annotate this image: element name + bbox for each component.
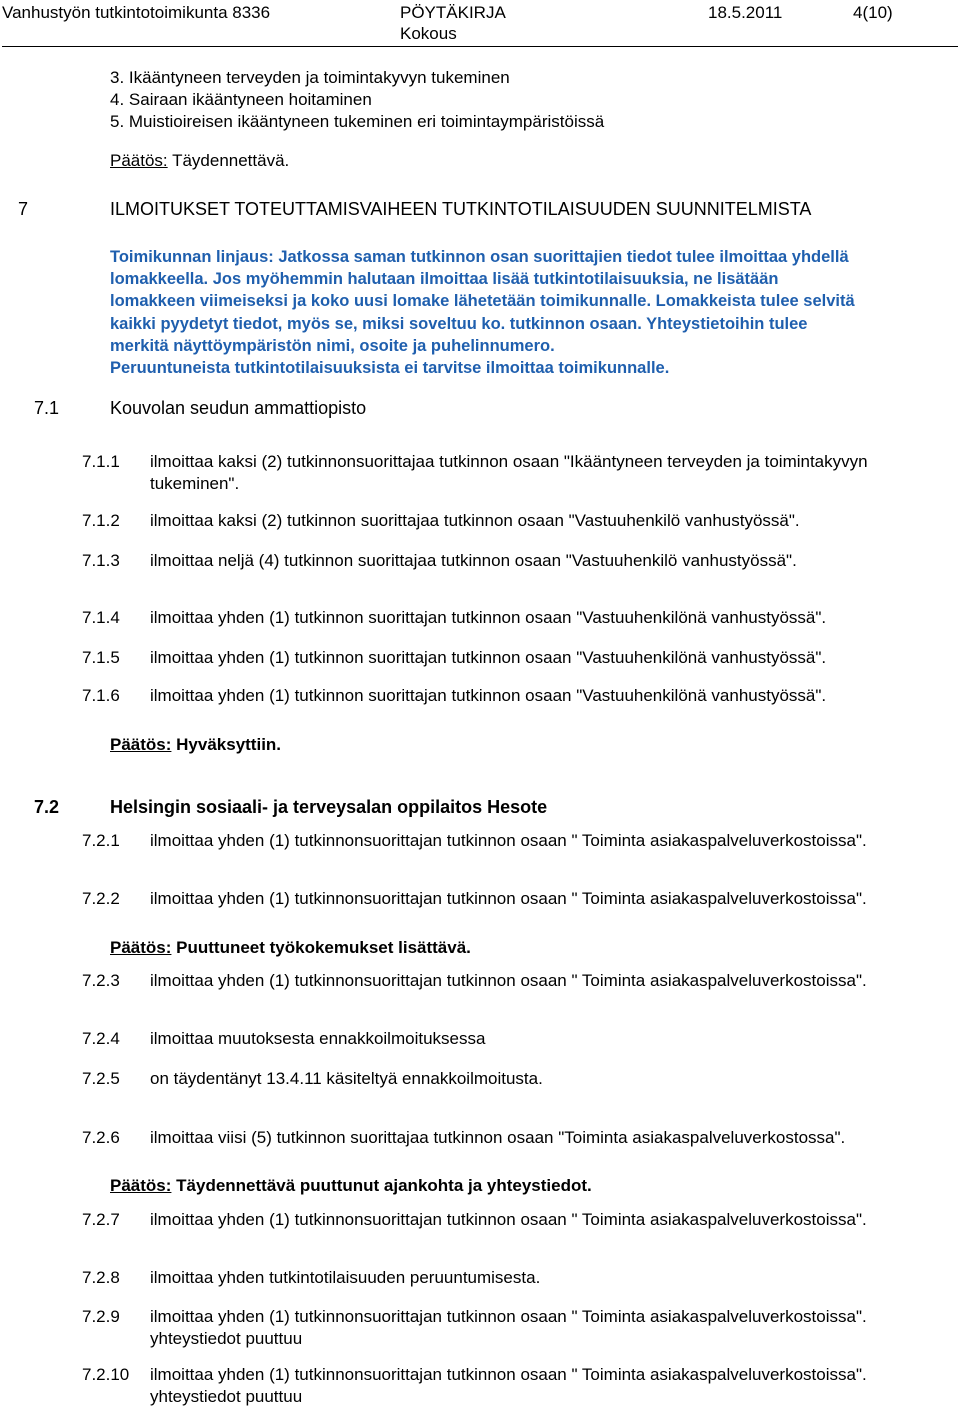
- item-number: 7.2.5: [82, 1069, 120, 1088]
- item-text-line: ilmoittaa yhden tutkintotilaisuuden peruuntumisesta.: [150, 1268, 541, 1287]
- item-text: [150, 685, 950, 707]
- header-page-number: 4(10): [853, 3, 893, 22]
- item-number: 7.2.3: [82, 971, 120, 990]
- item-text: [150, 830, 950, 852]
- subsection-title: Kouvolan seudun ammattiopisto: [110, 398, 367, 418]
- item-text-line: tukeminen".: [150, 474, 240, 493]
- policy-line: kaikki pyydetyt tiedot, myös se, miksi soveltuu ko. tutkinnon osaan. Yhteystietoihin tulee: [110, 314, 808, 333]
- item-text-line: ilmoittaa yhden (1) tutkinnonsuorittajan tutkinnon osaan " Toiminta asiakaspalveluverkostoissa".: [150, 831, 867, 850]
- item-text: [150, 970, 950, 992]
- item-text: [150, 510, 950, 532]
- item-number: 7.2.7: [82, 1210, 120, 1229]
- header-document-subtype: Kokous: [400, 24, 457, 43]
- item-number: 7.1.6: [82, 686, 120, 705]
- policy-line: lomakkeen viimeiseksi ja koko uusi lomake lähetetään toimikunnalle. Lomakkeista tulee selvitä: [110, 292, 855, 311]
- item-number: 7.2.1: [82, 831, 120, 850]
- decision-line: [110, 937, 471, 959]
- decision-text: Täydennettävä.: [167, 151, 290, 170]
- policy-line: Peruuntuneista tutkintotilaisuuksista ei tarvitse ilmoittaa toimikunnalle.: [110, 359, 670, 378]
- item-text-line: on täydentänyt 13.4.11 käsiteltyä ennakkoilmoitusta.: [150, 1069, 543, 1088]
- list-item: 3. Ikääntyneen terveyden ja toimintakyvyn tukeminen: [110, 68, 510, 87]
- item-number: 7.2.9: [82, 1307, 120, 1326]
- policy-line: lomakkeella. Jos myöhemmin halutaan ilmoittaa lisää tutkintotilaisuuksia, ne lisätään: [110, 270, 779, 289]
- item-text-line: ilmoittaa kaksi (2) tutkinnon suorittajaa tutkinnon osaan "Vastuuhenkilö vanhustyössä".: [150, 511, 800, 530]
- item-number: 7.2.10: [82, 1365, 130, 1384]
- decision-label: Päätös:: [110, 735, 172, 754]
- item-text: [150, 451, 950, 495]
- item-text: [150, 1306, 950, 1350]
- item-text: [150, 1127, 950, 1149]
- item-text-line: ilmoittaa kaksi (2) tutkinnonsuorittajaa tutkinnon osaan "Ikääntyneen terveyden ja toimintakyvyn: [150, 452, 868, 471]
- item-text-line: ilmoittaa yhden (1) tutkinnon suorittajan tutkinnon osaan "Vastuuhenkilönä vanhustyössä".: [150, 608, 827, 627]
- item-text-line: ilmoittaa yhden (1) tutkinnonsuorittajan tutkinnon osaan " Toiminta asiakaspalveluverkostoissa".: [150, 1307, 867, 1326]
- item-text-line: yhteystiedot puuttuu: [150, 1387, 303, 1406]
- page-header: [0, 0, 960, 46]
- item-text-line: ilmoittaa neljä (4) tutkinnon suorittajaa tutkinnon osaan "Vastuuhenkilö vanhustyössä".: [150, 551, 797, 570]
- item-text-line: ilmoittaa yhden (1) tutkinnon suorittajan tutkinnon osaan "Vastuuhenkilönä vanhustyössä".: [150, 686, 827, 705]
- section-number: 7: [18, 199, 29, 219]
- item-number: 7.2.2: [82, 889, 120, 908]
- item-text-line: yhteystiedot puuttuu: [150, 1329, 303, 1348]
- policy-line: Toimikunnan linjaus: Jatkossa saman tutkinnon osan suorittajien tiedot tulee ilmoittaa yhdellä: [110, 248, 849, 266]
- item-text: [150, 1028, 950, 1050]
- section-title: ILMOITUKSET TOTEUTTAMISVAIHEEN TUTKINTOTILAISUUDEN SUUNNITELMISTA: [110, 199, 812, 219]
- item-number: 7.1.3: [82, 551, 120, 570]
- item-text: [150, 1364, 950, 1408]
- item-text-line: ilmoittaa viisi (5) tutkinnon suorittajaa tutkinnon osaan "Toiminta asiakaspalveluverkostossa".: [150, 1128, 846, 1147]
- item-text: [150, 647, 950, 669]
- decision-text: Puuttuneet työkokemukset lisättävä.: [171, 938, 471, 957]
- header-divider: [2, 46, 958, 47]
- item-text-line: ilmoittaa yhden (1) tutkinnonsuorittajan tutkinnon osaan " Toiminta asiakaspalveluverkostoissa".: [150, 971, 867, 990]
- decision-label: Päätös:: [110, 1176, 172, 1195]
- item-text: [150, 1068, 950, 1090]
- decision-text: Hyväksyttiin.: [171, 735, 282, 754]
- header-organization: Vanhustyön tutkintotoimikunta 8336: [2, 3, 271, 22]
- item-text: [150, 607, 950, 629]
- item-text-line: ilmoittaa yhden (1) tutkinnonsuorittajan tutkinnon osaan " Toiminta asiakaspalveluverkostoissa".: [150, 1210, 867, 1229]
- header-date: 18.5.2011: [708, 3, 783, 22]
- decision-text: Täydennettävä puuttunut ajankohta ja yhteystiedot.: [171, 1176, 592, 1195]
- subsection-number: 7.1: [34, 398, 60, 418]
- item-number: 7.2.4: [82, 1029, 120, 1048]
- item-text-line: ilmoittaa yhden (1) tutkinnon suorittajan tutkinnon osaan "Vastuuhenkilönä vanhustyössä".: [150, 648, 827, 667]
- item-text: [150, 1209, 950, 1231]
- decision-label: Päätös:: [110, 938, 172, 957]
- subsection-number: 7.2: [34, 797, 60, 817]
- item-number: 7.1.5: [82, 648, 120, 667]
- decision-line: [110, 734, 281, 756]
- policy-note: [110, 246, 950, 379]
- list-item: 5. Muistioireisen ikääntyneen tukeminen eri toimintaympäristöissä: [110, 112, 605, 131]
- item-text-line: ilmoittaa yhden (1) tutkinnonsuorittajan tutkinnon osaan " Toiminta asiakaspalveluverkostoissa".: [150, 1365, 867, 1384]
- list-item: 4. Sairaan ikääntyneen hoitaminen: [110, 90, 372, 109]
- header-document-type: PÖYTÄKIRJA: [400, 3, 506, 22]
- item-number: 7.1.2: [82, 511, 120, 530]
- item-number: 7.1.4: [82, 608, 120, 627]
- item-number: 7.1.1: [82, 452, 120, 471]
- decision-line: [110, 150, 289, 172]
- decision-line: [110, 1175, 592, 1197]
- item-text-line: ilmoittaa muutoksesta ennakkoilmoituksessa: [150, 1029, 486, 1048]
- item-text: [150, 888, 950, 910]
- subsection-title: Helsingin sosiaali- ja terveysalan oppilaitos Hesote: [110, 797, 548, 817]
- policy-line: merkitä näyttöympäristön nimi, osoite ja puhelinnumero.: [110, 336, 555, 355]
- item-text: [150, 1267, 950, 1289]
- item-number: 7.2.6: [82, 1128, 120, 1147]
- item-text-line: ilmoittaa yhden (1) tutkinnonsuorittajan tutkinnon osaan " Toiminta asiakaspalveluverkostoissa".: [150, 889, 867, 908]
- decision-label: Päätös:: [110, 151, 168, 170]
- item-number: 7.2.8: [82, 1268, 120, 1287]
- item-text: [150, 550, 950, 572]
